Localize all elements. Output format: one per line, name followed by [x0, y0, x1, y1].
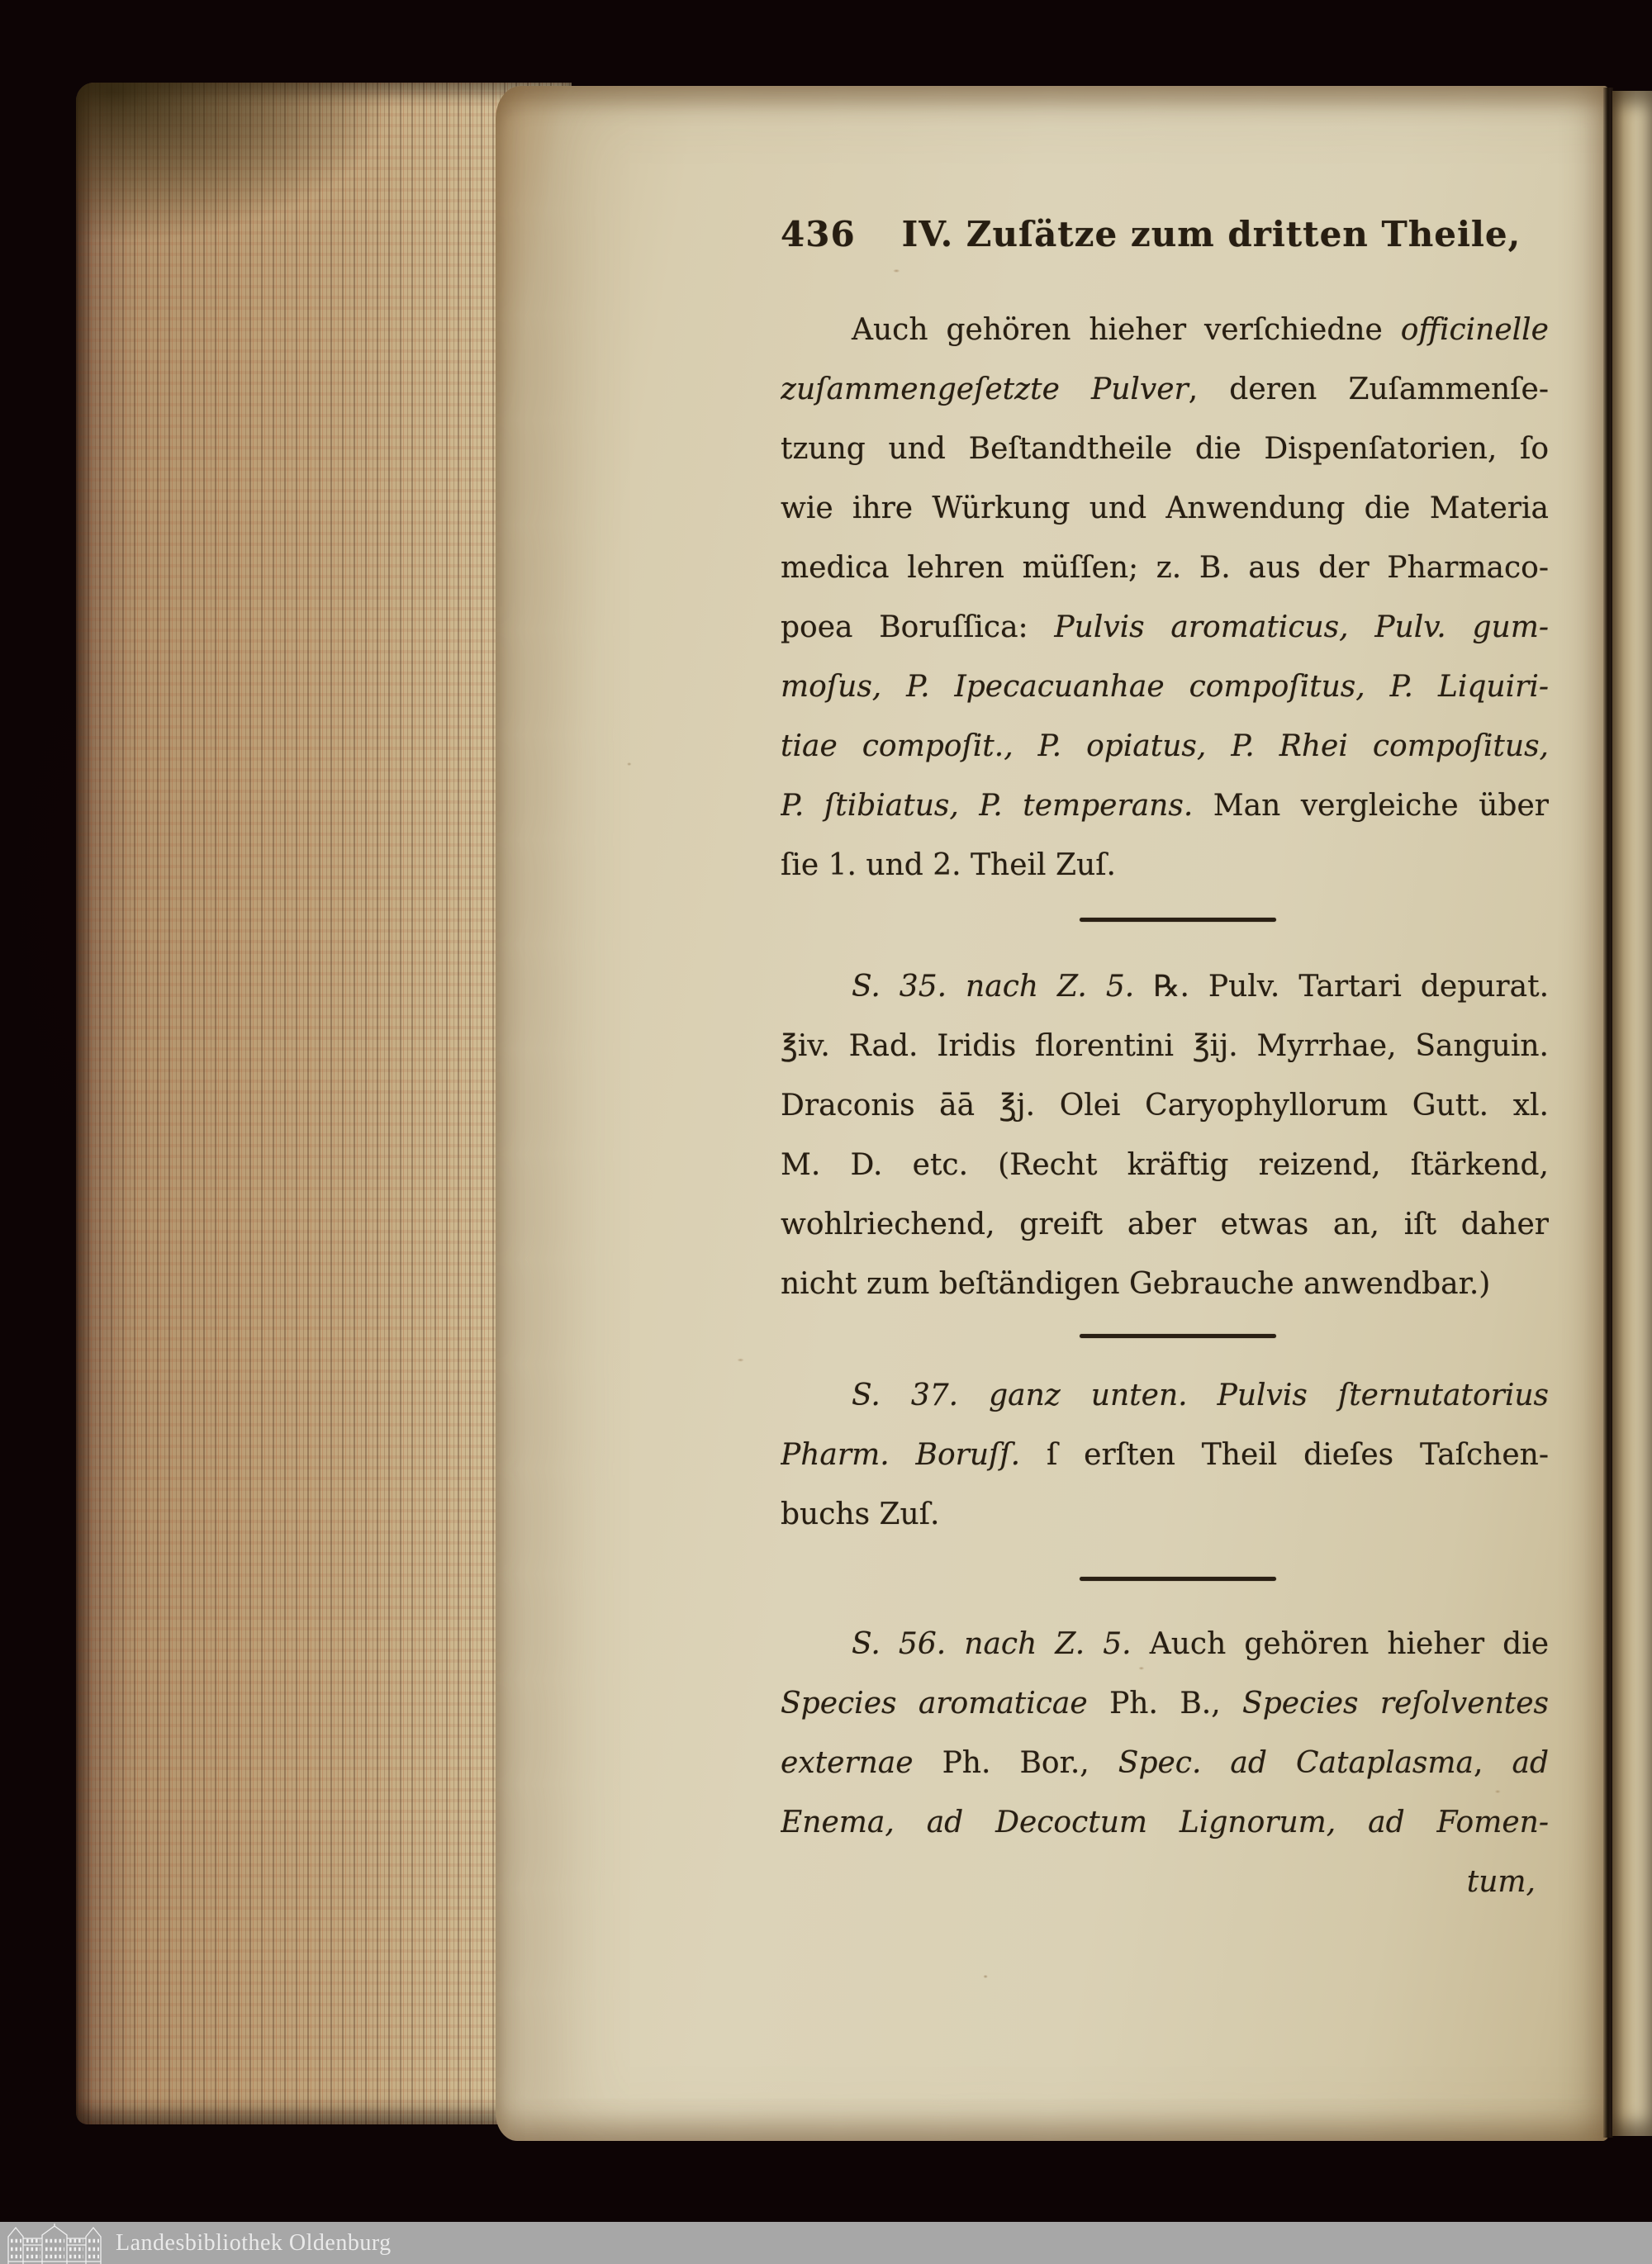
text-line — [781, 598, 1549, 657]
text-run-italic: Pulvis aromaticus, Pulv. gum- — [1054, 610, 1549, 644]
text-run-italic: Pulvis ſternutatorius — [1217, 1379, 1549, 1412]
text-run-italic: Pharm. Boruſſ. — [781, 1438, 1021, 1472]
text-run: Auch gehören hieher verſchiedne — [852, 313, 1401, 347]
text-line — [781, 1793, 1549, 1853]
catchword — [781, 1853, 1549, 1912]
text-line — [781, 1255, 1549, 1314]
text-line — [781, 360, 1549, 420]
text-line — [781, 1426, 1549, 1485]
text-line — [781, 1615, 1549, 1674]
text-run: ℥iv. Rad. Iridis florentini ℥ij. Myrrhae, Sanguin. — [781, 1029, 1549, 1063]
separator-rule — [1080, 918, 1276, 922]
facing-page-sliver — [1612, 91, 1652, 2136]
text-run-italic: tiae compoſit., P. opiatus, P. Rhei compoſitus, — [781, 729, 1549, 763]
text-run: tzung und Beſtandtheile die Dispenſatorien, ſo — [781, 432, 1549, 466]
text-run: nicht zum beſtändigen Gebrauche anwendbar.) — [781, 1267, 1491, 1301]
text-line — [781, 776, 1549, 836]
footer-bar — [0, 2222, 1652, 2264]
text-line — [781, 1674, 1549, 1734]
text-line — [781, 1076, 1549, 1136]
separator-rule — [1080, 1577, 1276, 1581]
page-header — [781, 215, 1549, 254]
paragraph — [781, 1615, 1549, 1912]
paragraph — [781, 301, 1549, 895]
text-run: medica lehren müſſen; z. B. aus der Pharmaco- — [781, 551, 1549, 585]
book-page — [496, 86, 1609, 2141]
text-run-italic: S. 37. ganz unten. — [852, 1379, 1188, 1412]
text-line — [781, 1017, 1549, 1076]
text-run-italic: tum, — [1466, 1865, 1536, 1899]
text-run: poea Boruſſica: — [781, 610, 1055, 644]
separator-rule — [1080, 1334, 1276, 1338]
library-building-icon — [6, 2224, 103, 2264]
text-run-italic: S. 56. nach Z. 5. — [852, 1627, 1132, 1661]
text-line — [781, 420, 1549, 479]
text-run: ſ erſten Theil dieſes Taſchen- — [1020, 1438, 1549, 1472]
text-line — [781, 717, 1549, 776]
page-number: 436 — [781, 214, 856, 254]
text-line — [781, 479, 1549, 539]
library-name: Landesbibliothek Oldenburg — [116, 2229, 392, 2256]
text-run-italic: Spec. ad Cataplasma — [1118, 1746, 1474, 1780]
text-line — [781, 1485, 1549, 1545]
text-line — [781, 657, 1549, 717]
text-line — [781, 539, 1549, 598]
text-run: M. D. etc. (Recht kräftig reizend, ſtärkend, — [781, 1148, 1549, 1182]
text-run: wie ihre Würkung und Anwendung die Materia — [781, 491, 1549, 525]
text-run: Ph. B., — [1087, 1687, 1243, 1721]
text-run-italic: S. 35. nach Z. 5. — [852, 970, 1135, 1004]
text-run — [1188, 1379, 1218, 1412]
text-run-italic: Enema, ad Decoctum Lignorum, ad Fomen- — [781, 1806, 1549, 1839]
text-run: ſie 1. und 2. Theil Zuſ. — [781, 848, 1116, 882]
text-line — [781, 1366, 1549, 1426]
text-run: Auch gehören hieher die — [1131, 1627, 1549, 1661]
text-run: , deren Zuſammenſe- — [1188, 373, 1549, 406]
text-run-italic: ad — [1512, 1746, 1549, 1780]
text-block — [781, 301, 1549, 1912]
text-run: ℞. Pulv. Tartari depurat. — [1134, 970, 1549, 1004]
text-run: Draconis āā ℥j. Olei Caryophyllorum Gutt. xl. — [781, 1089, 1549, 1123]
text-run-italic: moſus, P. Ipecacuanhae compoſitus, P. Liquiri- — [781, 670, 1549, 704]
text-run-italic: externae — [781, 1746, 914, 1780]
header-title: IV. Zuſätze zum dritten Theile, — [901, 214, 1521, 254]
text-run-italic: zuſammengeſetzte Pulver — [781, 373, 1189, 406]
text-line — [781, 1136, 1549, 1195]
text-run: wohlriechend, greift aber etwas an, iſt daher — [781, 1208, 1549, 1241]
text-run: Ph. Bor., — [913, 1746, 1118, 1780]
text-run-italic: P. ſtibiatus, P. temperans. — [781, 789, 1194, 823]
text-run-italic: Species reſolventes — [1242, 1687, 1549, 1721]
text-run-italic: officinelle — [1400, 313, 1549, 347]
text-line — [781, 1734, 1549, 1793]
paragraph — [781, 957, 1549, 1314]
text-line — [781, 301, 1549, 360]
text-run: , — [1474, 1746, 1512, 1780]
text-run: buchs Zuſ. — [781, 1497, 940, 1531]
paragraph — [781, 1366, 1549, 1545]
text-line — [781, 957, 1549, 1017]
text-line — [781, 1195, 1549, 1255]
text-line — [781, 836, 1549, 895]
text-run-italic: Species aromaticae — [781, 1687, 1088, 1721]
text-run: Man vergleiche über — [1193, 789, 1549, 823]
